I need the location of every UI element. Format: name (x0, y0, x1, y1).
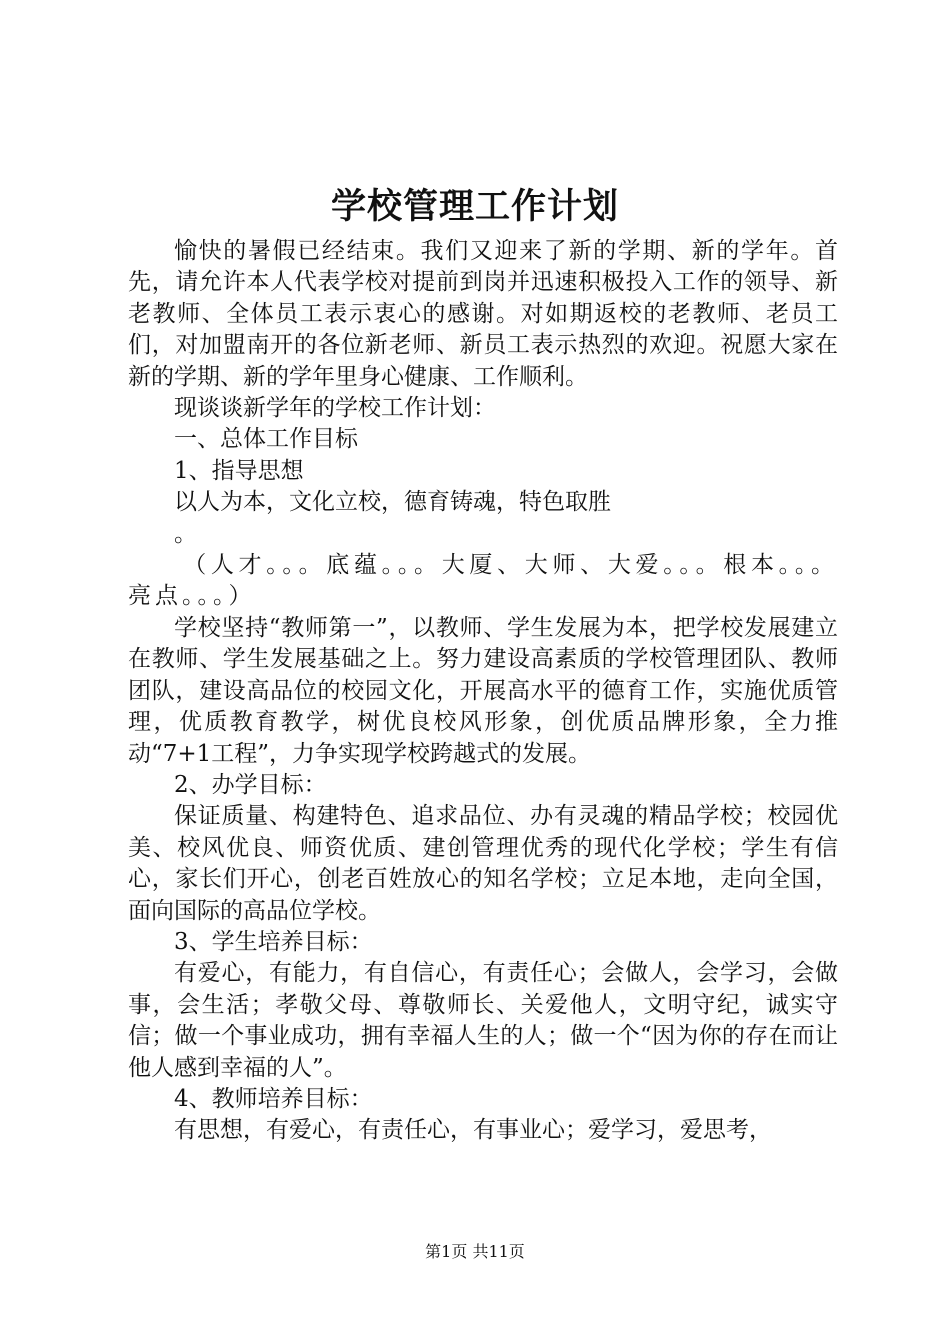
document-title: 学校管理工作计划 (330, 186, 619, 227)
paragraph-teacher-goal: 有思想，有爱心，有责任心，有事业心；爱学习，爱思考， (174, 1117, 772, 1144)
heading-guiding-thought: 1、指导思想 (174, 457, 304, 484)
paragraph-plan-intro: 现谈谈新学年的学校工作计划： (174, 395, 496, 422)
paragraph-guiding-thought: 以人为本，文化立校，德育铸魂，特色取胜 (174, 489, 611, 516)
heading-school-goal: 2、办学目标： (174, 771, 327, 798)
paragraph-period: 。 (174, 520, 197, 547)
heading-overall-goal: 一、总体工作目标 (174, 426, 358, 453)
paragraph-keywords: （人才。。。底蕴。。。大厦、大师、大爱。。。根本。。。亮点。。。） (128, 552, 838, 610)
paragraph-school-goal: 保证质量、构建特色、追求品位、办有灵魂的精品学校；校园优美、校风优良、师资优质、建创管理优秀的现代化学校；学生有信心，家长们开心，创老百姓放心的知名学校；立足本地，走向全国，面向国际的高品位学校。 (128, 803, 838, 924)
heading-student-goal: 3、学生培养目标： (174, 928, 373, 955)
heading-teacher-goal: 4、教师培养目标： (174, 1085, 373, 1112)
paragraph-intro: 愉快的暑假已经结束。我们又迎来了新的学期、新的学年。首先，请允许本人代表学校对提前到岗并迅速积极投入工作的领导、新老教师、全体员工表示衷心的感谢。对如期返校的老教师、老员工们，对加盟南开的各位新老师、新员工表示热烈的欢迎。祝愿大家在新的学期、新的学年里身心健康、工作顺利。 (128, 238, 838, 390)
paragraph-student-goal: 有爱心，有能力，有自信心，有责任心；会做人，会学习，会做事，会生活；孝敬父母、尊敬师长、关爱他人，文明守纪，诚实守信；做一个事业成功，拥有幸福人生的人；做一个“因为你的存在而让他人感到幸福的人”。 (128, 960, 838, 1081)
page-number-footer: 第1页 共11页 (425, 1242, 525, 1261)
document-body (128, 236, 838, 1147)
paragraph-teacher-first: 学校坚持“教师第一”，以教师、学生发展为本，把学校发展建立在教师、学生发展基础之上。努力建设高素质的学校管理团队、教师团队，建设高品位的校园文化，开展高水平的德育工作，实施优质管理，优质教育教学，树优良校风形象，创优质品牌形象，全力推动“7+1工程”，力争实现学校跨越式的发展。 (128, 614, 838, 767)
